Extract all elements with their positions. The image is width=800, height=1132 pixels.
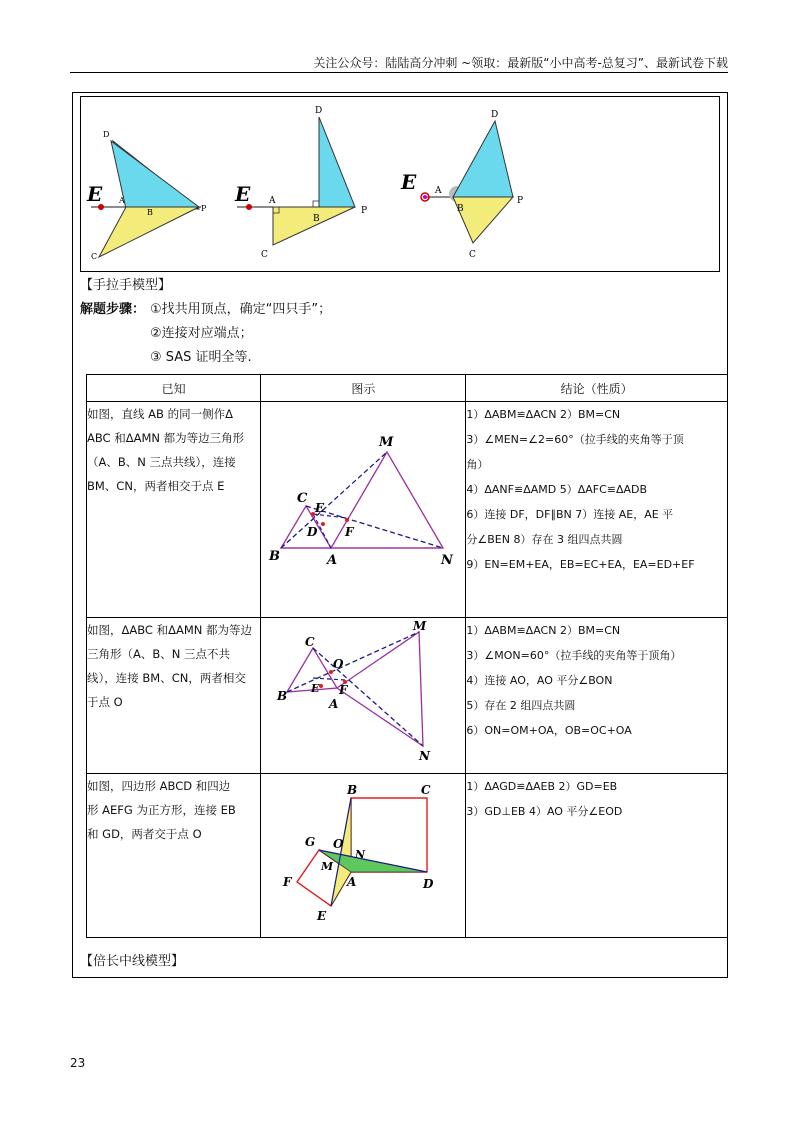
fig2-label-C: C [261,250,268,260]
fig1-label-D: D [103,130,110,139]
row1-diagram [261,402,465,602]
svg-text:C: C [305,635,315,649]
section-title: 【手拉手模型】 [80,278,172,293]
svg-text:N: N [441,553,454,568]
row1-conclusions: 1）ΔABM≌ΔACN 2）BM=CN 3）∠MEN=∠2=60°（拉手线的夹角等于顶 角） 4）ΔANF≌ΔAMD 5）ΔAFC≌ΔADB 6）连接 DF，DF∥BN 7）连接 AE，AE 平 分∠BEN 8）存在 3 组四点共圆 9）EN=EM+EA，EB=EC+EA，EA=ED+EF [466,402,728,618]
row1-given: 如图，直线 AB 的同一侧作Δ ABC 和ΔAMN 都为等边三角形 （A、B、N 三点共线），连接 BM、CN，两者相交于点 E [87,402,261,618]
fig2-label-P: P [361,206,368,216]
svg-text:C: C [421,783,431,797]
header-conclusion: 结论（性质） [466,375,728,402]
header-rule [70,72,728,73]
fig1-label-B: B [147,208,153,217]
svg-text:B: B [269,549,281,564]
svg-text:B: B [277,689,288,703]
svg-text:M: M [321,860,334,873]
row3-given: 如图，四边形 ABCD 和四边 形 AEFG 为正方形，连接 EB 和 GD，两者交于点 O [87,774,261,938]
row3-diagram [261,774,465,934]
fig3-label-C: C [469,250,476,260]
figure-1 [86,130,207,261]
rotation-figures-box [80,96,720,272]
row3-figure [261,774,466,938]
svg-text:E: E [311,682,320,695]
figure-2 [234,106,367,260]
fig3-label-P: P [517,196,524,206]
fig3-label-B: B [457,204,464,214]
row1-figure [261,402,466,618]
fig2-label-A: A [269,196,276,206]
fig1-label-A: A [119,196,125,205]
figure-3 [400,110,523,260]
table-row [87,618,728,774]
row2-conclusions: 1）ΔABM≌ΔACN 2）BM=CN 3）∠MON=60°（拉手线的夹角等于顶角） 4）连接 AO，AO 平分∠BON 5）存在 2 组四点共圆 6）ON=OM+OA，OB=OC+OA [466,618,728,774]
model-table [86,374,728,938]
steps-label: 解题步骤： [80,302,146,317]
svg-text:O: O [333,657,344,671]
fig1-label-C: C [91,252,98,261]
svg-text:N: N [419,749,431,763]
svg-text:F: F [345,525,354,539]
svg-text:F: F [339,683,348,697]
fig1-label-E: E [87,182,103,206]
header-given: 已知 [87,375,261,402]
fig3-label-A: A [435,186,442,196]
fig2-label-E: E [235,182,251,206]
rotation-figures [81,97,721,273]
svg-text:M: M [413,619,427,633]
fig2-label-D: D [315,106,323,116]
table-header-row [87,375,728,402]
step-1: ①找共用顶点，确定“四只手”； [150,302,332,317]
row2-diagram [261,618,465,768]
step-3: ③ SAS 证明全等. [150,350,252,365]
svg-text:A: A [327,553,338,568]
svg-text:O: O [333,837,344,851]
svg-text:G: G [305,835,316,849]
fig3-label-D: D [491,110,499,120]
svg-text:E: E [317,909,327,923]
table-row [87,402,728,618]
svg-text:D: D [307,525,318,539]
svg-text:A: A [329,697,339,711]
row2-figure [261,618,466,774]
svg-text:E: E [315,501,325,515]
fig3-label-E: E [401,170,417,194]
svg-text:C: C [297,491,308,506]
svg-text:N: N [355,848,366,861]
row3-conclusions: 1）ΔAGD≌ΔAEB 2）GD=EB 3）GD⊥EB 4）AO 平分∠EOD [466,774,728,938]
svg-text:M: M [379,435,394,450]
step-2: ②连接对应端点； [150,326,253,341]
svg-text:D: D [423,877,434,891]
fig2-label-B: B [313,214,320,224]
svg-text:F: F [283,875,292,889]
page-number: 23 [70,1056,86,1070]
svg-text:A: A [347,875,357,889]
fig1-label-P: P [201,204,207,213]
header-figure: 图示 [261,375,466,402]
next-section-title: 【倍长中线模型】 [80,954,185,969]
row2-given: 如图，ΔABC 和ΔAMN 都为等边 三角形（A、B、N 三点不共 线），连接 BM、CN，两者相交 于点 O [87,618,261,774]
page-header: 关注公众号：陆陆高分冲刺 ~领取：最新版“小中高考-总复习”、最新试卷下载 [313,56,728,70]
svg-text:B: B [347,783,358,797]
table-row [87,774,728,938]
